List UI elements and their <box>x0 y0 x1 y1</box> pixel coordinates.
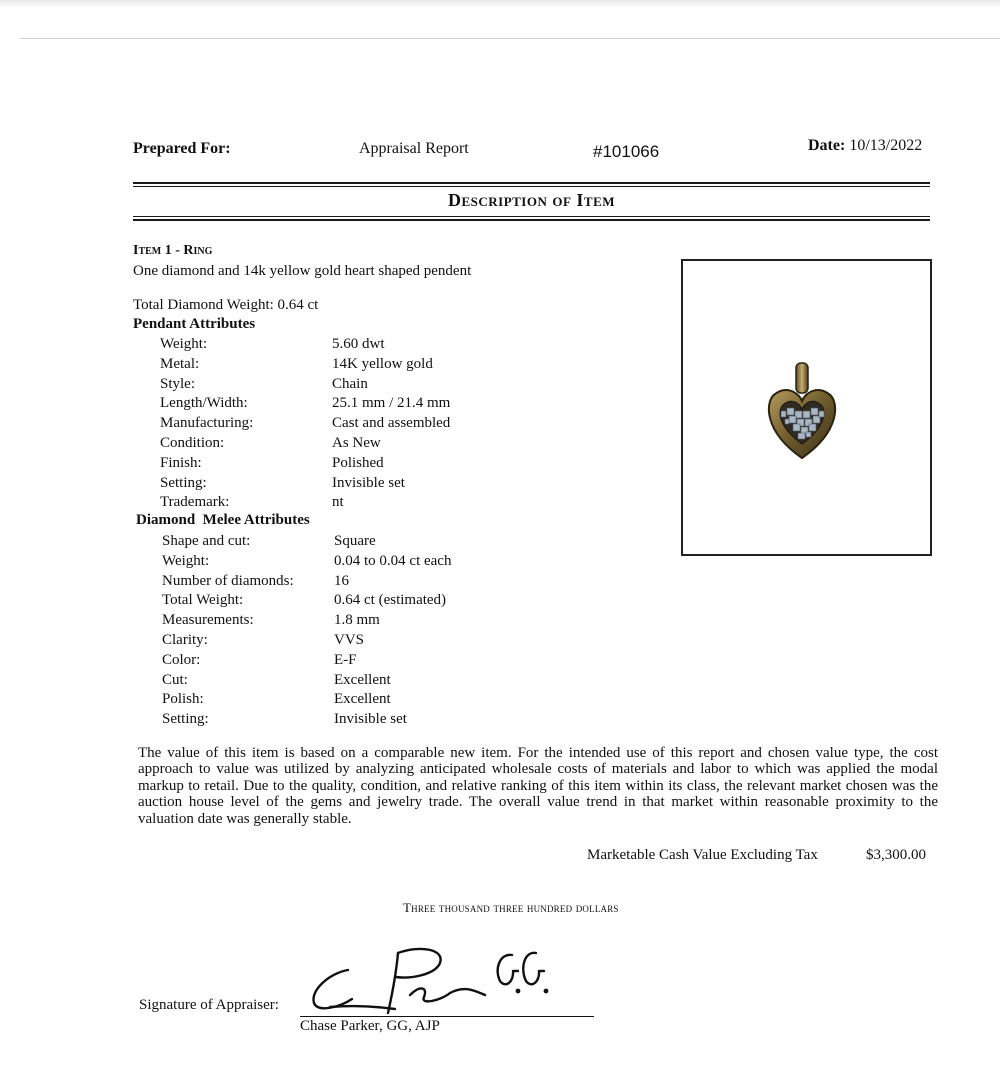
attr-label: Setting: <box>160 474 207 491</box>
melee-attributes-labels <box>162 532 294 730</box>
attr-label: Finish: <box>160 454 202 471</box>
attr-label: Manufacturing: <box>160 415 254 432</box>
attr-value: 14K yellow gold <box>332 355 433 372</box>
attr-value: VVS <box>334 631 365 648</box>
attr-label: Clarity: <box>162 631 208 648</box>
section-title: Description of Item <box>447 190 616 210</box>
date-label: Date: <box>808 137 846 154</box>
attr-value: Polished <box>332 454 384 471</box>
attr-label: Total Weight: <box>162 592 244 609</box>
attr-value: nt <box>332 494 344 511</box>
attr-label: Polish: <box>162 691 204 708</box>
attr-label: Shape and cut: <box>162 533 251 549</box>
scan-top-shadow <box>0 0 1000 8</box>
value-label: Marketable Cash Value Excluding Tax <box>587 847 818 863</box>
pendant-attributes-values <box>332 335 450 513</box>
melee-attributes-heading: Diamond Melee Attributes <box>136 512 310 528</box>
valuation-paragraph: The value of this item is based on a comparable new item. For the intended use of this report and chosen value type, the cost approach to value was utilized by analyzing anticipated wholesale costs of materials and labor to which was applied the modal markup to retail. Due to the quality, condition, and relative ranking of this item within its class, the relevant market chosen was the auction house level of the gems and jewelry trade. The overall value trend in that market within reasonable proximity to the valuation date was generally stable. <box>138 745 938 827</box>
title-rule-top-thick <box>133 182 930 184</box>
signature-label: Signature of Appraiser: <box>139 997 279 1013</box>
signature-line <box>300 1016 594 1017</box>
attr-label: Number of diamonds: <box>162 572 294 589</box>
pendant-attributes-heading: Pendant Attributes <box>133 316 256 332</box>
attr-label: Condition: <box>160 434 225 451</box>
attr-label: Setting: <box>162 711 209 728</box>
attr-value: Excellent <box>334 671 391 688</box>
attr-value: Invisible set <box>334 711 407 728</box>
attr-value: 0.64 ct (estimated) <box>334 592 447 609</box>
attr-value: 1.8 mm <box>334 612 380 629</box>
attr-value: 5.60 dwt <box>332 336 385 352</box>
melee-attributes-values <box>334 532 451 730</box>
attr-label: Style: <box>160 375 196 392</box>
attr-value: Chain <box>332 375 368 392</box>
attr-label: Measurements: <box>162 612 254 629</box>
appraiser-name: Chase Parker, GG, AJP <box>300 1018 440 1034</box>
report-number: #101066 <box>593 142 660 161</box>
item-description: One diamond and 14k yellow gold heart shaped pendent <box>133 263 472 279</box>
attr-value: E-F <box>334 651 357 668</box>
total-diamond-weight: Total Diamond Weight: 0.64 ct <box>133 297 319 313</box>
date-field <box>808 137 922 155</box>
value-amount: $3,300.00 <box>866 847 926 863</box>
attr-label: Weight: <box>160 336 208 352</box>
attr-label: Trademark: <box>160 494 230 511</box>
attr-value: 0.04 to 0.04 ct each <box>334 552 452 569</box>
attr-label: Length/Width: <box>160 395 248 412</box>
handwritten-signature <box>300 935 560 1025</box>
prepared-for-label: Prepared For: <box>133 140 231 157</box>
attr-label: Cut: <box>162 671 188 688</box>
item-photo-frame <box>681 259 932 556</box>
title-rule-bottom-thick <box>133 219 930 221</box>
attr-value: As New <box>332 434 381 451</box>
item-heading: Item 1 - Ring <box>133 243 213 258</box>
attr-value: Excellent <box>334 691 391 708</box>
attr-label: Weight: <box>162 552 210 569</box>
attr-label: Color: <box>162 651 201 668</box>
title-rule-bottom-thin <box>133 216 930 217</box>
attr-value: 25.1 mm / 21.4 mm <box>332 395 451 412</box>
date-value: 10/13/2022 <box>849 137 923 154</box>
attr-label: Metal: <box>160 355 200 372</box>
heart-pendant-image <box>683 261 930 554</box>
attr-value: Cast and assembled <box>332 415 451 432</box>
attr-value: 16 <box>334 572 349 589</box>
attr-value: Square <box>334 533 376 549</box>
attr-value: Invisible set <box>332 474 405 491</box>
pendant-attributes-labels <box>160 335 253 513</box>
title-rule-top-thin <box>133 186 930 187</box>
report-type: Appraisal Report <box>359 140 469 157</box>
page-edge-line <box>20 38 1000 39</box>
value-in-words: Three thousand three hundred dollars <box>403 900 619 915</box>
